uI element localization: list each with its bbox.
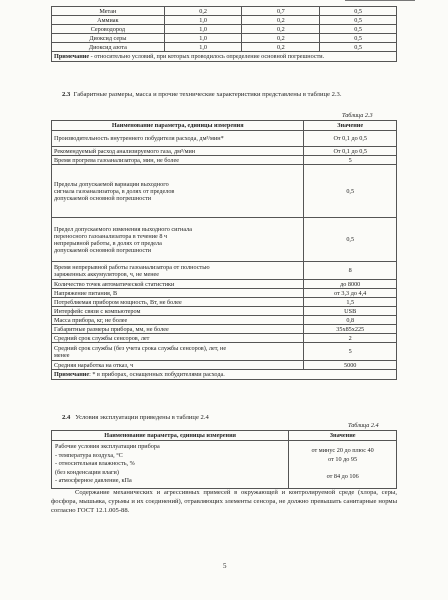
table-cell: Пределы допускаемой вариации выходного сигнала газоанализатора, в долях от пределов допускаемой основной погрешности (52, 165, 304, 218)
table-row (52, 441, 397, 489)
column-header: Значение (304, 121, 397, 131)
section-2-4-text (62, 414, 362, 422)
table-cell: 0,5 (320, 43, 397, 52)
condition-line: Рабочие условия эксплуатации прибора (55, 443, 160, 450)
table-cell: 0,2 (242, 16, 320, 25)
top-edge-mark (345, 0, 415, 4)
table-cell: 0,2 (242, 43, 320, 52)
table-cell: 1,5 (304, 298, 397, 307)
table-cell (52, 441, 289, 489)
column-header: Значение (289, 431, 397, 441)
table-cell: до 8000 (304, 280, 397, 289)
specs-table (51, 120, 397, 380)
table-row (52, 43, 397, 52)
table-row (52, 156, 397, 165)
table-cell: 8 (304, 262, 397, 280)
section-text: Условия эксплуатации приведены в таблице 2.4 (75, 414, 209, 421)
table-cell: 1,0 (164, 16, 242, 25)
table-cell: Производительность внутреннего побудителя расхода, дм³/мин* (52, 131, 304, 147)
table-cell: Сероводород (52, 25, 165, 34)
table-cell: Время непрерывной работы газоанализатора от полностью заряженных аккумуляторов, ч, не менее (52, 262, 304, 280)
table-cell: Потребляемая прибором мощность, Вт, не более (52, 298, 304, 307)
table-cell: Напряжение питания, В (52, 289, 304, 298)
table-row (52, 7, 397, 16)
table-cell: 0,5 (320, 16, 397, 25)
table-note (52, 52, 397, 62)
condition-value: от минус 20 до плюс 40 (311, 447, 374, 454)
table-cell: 0,5 (320, 25, 397, 34)
table-row (52, 325, 397, 334)
table-row (52, 218, 397, 262)
condition-line: (без конденсации влаги) (55, 468, 119, 476)
table-cell: Диоксид серы (52, 34, 165, 43)
table-header-row (52, 121, 397, 131)
table-cell: Количество точек автоматической статистики (52, 280, 304, 289)
table-cell (289, 441, 397, 489)
table-row (52, 25, 397, 34)
table-header-row (52, 431, 397, 441)
table-row (52, 343, 397, 361)
closing-paragraph: Содержание механических и агрессивных примесей в окружающей и контролируемой среде (хлора, серы, фосфора, мышьяка, сурьмы и их соединений), отравляющих элементы сенсора, не должно превышать санитарные нормы согласно ГОСТ 12.1.005-88. (51, 489, 397, 514)
table-cell: Метан (52, 7, 165, 16)
table-cell: 0,5 (304, 165, 397, 218)
table-cell: 0,8 (304, 316, 397, 325)
condition-value: от 84 до 106 (326, 472, 359, 480)
condition-line: - относительная влажность, % (55, 460, 135, 467)
table-row (52, 307, 397, 316)
table-cell: 0,2 (164, 7, 242, 16)
table-cell: Средний срок службы сенсоров, лет (52, 334, 304, 343)
condition-line: - температура воздуха, °С (55, 451, 123, 459)
table-caption: Таблица 2.4 (348, 422, 379, 429)
table-row (52, 289, 397, 298)
conditions-table (51, 430, 397, 489)
section-text: Габаритные размеры, масса и прочие технические характеристики представлены в таблице 2.3. (73, 91, 342, 98)
table-cell: Рекомендуемый расход анализируемого газа, дм³/мин (52, 147, 304, 156)
table-cell: 0,5 (320, 34, 397, 43)
table-row (52, 262, 397, 280)
table-cell: 1,0 (164, 25, 242, 34)
section-number: 2.3 (62, 91, 71, 98)
column-header: Наименование параметра, единицы измерения (52, 431, 289, 441)
section-number: 2.4 (62, 414, 71, 421)
gas-table (51, 6, 397, 62)
table-row (52, 34, 397, 43)
table-cell: 0,5 (320, 7, 397, 16)
table-cell: Диоксид азота (52, 43, 165, 52)
table-cell: От 0,1 до 0,5 (304, 131, 397, 147)
table-cell: От 0,1 до 0,5 (304, 147, 397, 156)
table-cell: 5 (304, 343, 397, 361)
section-2-3-text (62, 91, 397, 99)
note-label: Примечание (54, 370, 90, 378)
table-cell: 0,2 (242, 34, 320, 43)
table-cell: 2 (304, 334, 397, 343)
table-cell: от 3,3 до 4,4 (304, 289, 397, 298)
table-row (52, 280, 397, 289)
note-label: Примечание (54, 53, 90, 60)
table-cell: Средний срок службы (без учета срока службы сенсоров), лет, не менее (52, 343, 304, 361)
table-row (52, 165, 397, 218)
table-cell: Габаритные размеры прибора, мм, не более (52, 325, 304, 334)
note-text: - относительно условий, при которых проводилось определение основной погрешности. (89, 53, 325, 60)
table-cell: 1,0 (164, 43, 242, 52)
table-cell: Предел допускаемого изменения выходного сигнала переносного газоанализатора в течение 8 ч непрерывной работы, в долях от предела допускаемой основной погрешности (52, 218, 304, 262)
table-row (52, 298, 397, 307)
table-cell: 0,7 (242, 7, 320, 16)
table-cell: Интерфейс связи с компьютером (52, 307, 304, 316)
table-cell: 35х85х225 (304, 325, 397, 334)
condition-line: - атмосферное давление, кПа (55, 477, 132, 484)
table-cell: 0,5 (304, 218, 397, 262)
page-number: 5 (223, 562, 227, 570)
table-row (52, 316, 397, 325)
table-row (52, 361, 397, 370)
table-row (52, 334, 397, 343)
table-row (52, 131, 397, 147)
table-row (52, 147, 397, 156)
table-cell: Средняя наработка на отказ, ч (52, 361, 304, 370)
table-cell: 1,0 (164, 34, 242, 43)
table-row (52, 16, 397, 25)
table-caption: Таблица 2.3 (342, 112, 373, 119)
table-cell: Время прогрева газоанализатора, мин, не более (52, 156, 304, 165)
column-header: Наименование параметра, единицы измерения (52, 121, 304, 131)
table-note-row (52, 52, 397, 62)
table-cell: Аммиак (52, 16, 165, 25)
table-cell: Масса прибора, кг, не более (52, 316, 304, 325)
table-note (52, 370, 397, 380)
condition-value: от 10 до 95 (328, 455, 358, 463)
table-cell: 5 (304, 156, 397, 165)
note-text: : * в приборах, оснащенных побудителями расхода. (89, 370, 225, 378)
table-cell: USB (304, 307, 397, 316)
table-note-row (52, 370, 397, 380)
table-cell: 0,2 (242, 25, 320, 34)
table-cell: 5000 (304, 361, 397, 370)
